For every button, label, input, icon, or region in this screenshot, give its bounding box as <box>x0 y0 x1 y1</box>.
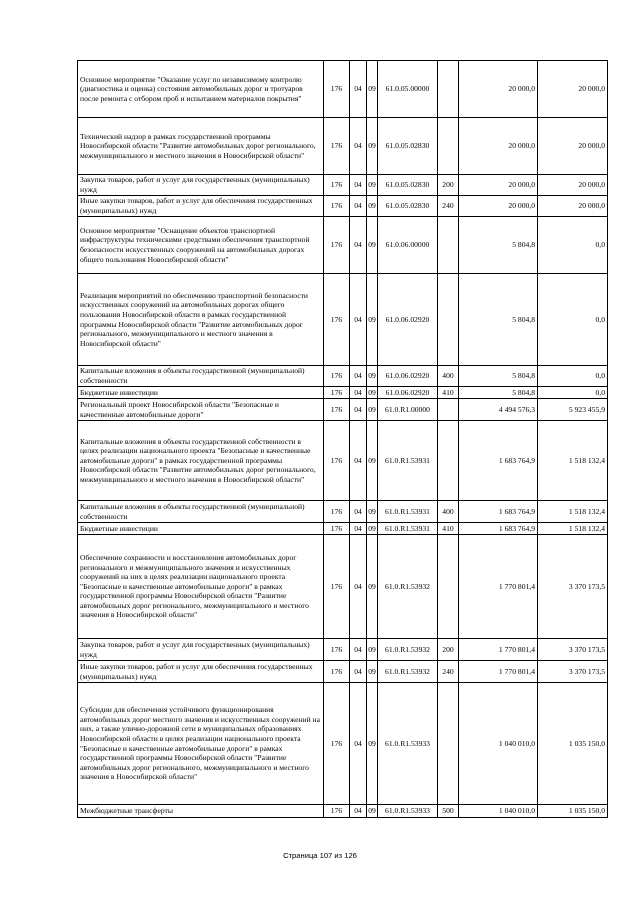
row-subsection-code: 09 <box>367 61 378 118</box>
row-amount-year2: 0,0 <box>538 387 608 399</box>
row-grbs-code: 176 <box>324 399 350 421</box>
row-amount-year1: 5 804,8 <box>459 387 538 399</box>
row-expense-type-code <box>438 683 459 805</box>
row-name: Реализация мероприятий по обеспечению транспортной безопасности искусственных сооружений на автомобильных дорогах общего пользования Новосибирской области в рамках государственной программы Новосибирской области "Развитие автомобильных дорог регионального, межмуниципального и местного значения в Новосибирской области" <box>78 274 324 366</box>
row-grbs-code: 176 <box>324 61 350 118</box>
row-expense-type-code <box>438 399 459 421</box>
row-grbs-code: 176 <box>324 501 350 523</box>
row-amount-year1: 1 683 764,9 <box>459 523 538 535</box>
row-amount-year2: 1 518 132,4 <box>538 421 608 501</box>
row-amount-year1: 1 770 801,4 <box>459 639 538 661</box>
row-section-code: 04 <box>350 661 367 683</box>
row-section-code: 04 <box>350 366 367 387</box>
row-expense-type-code: 400 <box>438 366 459 387</box>
row-section-code: 04 <box>350 217 367 274</box>
table-row <box>78 535 608 639</box>
row-subsection-code: 09 <box>367 196 378 217</box>
row-subsection-code: 09 <box>367 421 378 501</box>
row-subsection-code: 09 <box>367 175 378 196</box>
row-subsection-code: 09 <box>367 639 378 661</box>
row-name: Обеспечение сохранности и восстановления автомобильных дорог регионального и межмуниципального значения и искусственных сооружений на них в целях реализации национального проекта "Безопасные и качественные автомобильные дороги" в рамках государственной программы Новосибирской области "Развитие автомобильных дорог регионального, межмуниципального и местного значения в Новосибирской области" <box>78 535 324 639</box>
row-name: Бюджетные инвестиции <box>78 523 324 535</box>
row-subsection-code: 09 <box>367 366 378 387</box>
row-amount-year2: 1 035 150,0 <box>538 805 608 818</box>
row-section-code: 04 <box>350 501 367 523</box>
row-amount-year1: 1 770 801,4 <box>459 661 538 683</box>
row-target-article-code: 61.0.R1.53931 <box>378 501 438 523</box>
table-row <box>78 366 608 387</box>
row-amount-year1: 5 804,8 <box>459 217 538 274</box>
table-row <box>78 805 608 818</box>
row-grbs-code: 176 <box>324 639 350 661</box>
row-grbs-code: 176 <box>324 196 350 217</box>
row-name: Основное мероприятие "Оказание услуг по независимому контролю (диагностика и оценка) состояния автомобильных дорог и тротуаров после ремонта с отбором проб и испытанием материалов покрытия" <box>78 61 324 118</box>
row-target-article-code: 61.0.05.02830 <box>378 118 438 175</box>
row-amount-year1: 1 770 801,4 <box>459 535 538 639</box>
row-expense-type-code <box>438 118 459 175</box>
row-amount-year1: 1 040 010,0 <box>459 805 538 818</box>
row-amount-year2: 3 370 173,5 <box>538 535 608 639</box>
row-amount-year1: 5 804,8 <box>459 274 538 366</box>
row-grbs-code: 176 <box>324 805 350 818</box>
row-amount-year2: 1 518 132,4 <box>538 501 608 523</box>
table-row <box>78 118 608 175</box>
row-target-article-code: 61.0.R1.53933 <box>378 683 438 805</box>
row-name: Капитальные вложения в объекты государственной (муниципальной) собственности <box>78 501 324 523</box>
row-subsection-code: 09 <box>368 387 376 397</box>
row-section-code: 04 <box>350 61 367 118</box>
row-grbs-code: 176 <box>324 523 350 535</box>
table-row <box>78 421 608 501</box>
row-target-article-code: 61.0.R1.53932 <box>378 639 438 661</box>
row-target-article-code: 61.0.06.00000 <box>378 217 438 274</box>
table-row <box>78 217 608 274</box>
row-section-code: 04 <box>350 175 367 196</box>
row-name: Субсидии для обеспечения устойчивого функционирования автомобильных дорог местного значения и искусственных сооружений на них, а также улично-дорожной сети в муниципальных образованиях Новосибирской области в целях реализации национального проекта "Безопасные и качественные автомобильные дороги" в рамках государственной программы Новосибирской области "Развитие автомобильных дорог регионального, межмуниципального и местного значения в Новосибирской области" <box>78 683 324 805</box>
row-expense-type-code: 400 <box>438 501 459 523</box>
row-subsection-code: 09 <box>367 535 378 639</box>
row-amount-year2: 20 000,0 <box>538 61 608 118</box>
row-amount-year2: 0,0 <box>538 274 608 366</box>
row-section-code: 04 <box>350 639 367 661</box>
row-subsection-code: 09 <box>367 118 378 175</box>
row-amount-year1: 1 683 764,9 <box>459 421 538 501</box>
row-name: Капитальные вложения в объекты государственной собственности в целях реализации национального проекта "Безопасные и качественные автомобильные дороги" в рамках государственной программы Новосибирской области "Развитие автомобильных дорог регионального, межмуниципального и местного значения в Новосибирской области" <box>78 421 324 501</box>
table-row <box>78 399 608 421</box>
row-expense-type-code <box>438 421 459 501</box>
row-amount-year1: 20 000,0 <box>459 175 538 196</box>
row-amount-year1: 1 683 764,9 <box>459 501 538 523</box>
row-target-article-code: 61.0.06.02920 <box>378 274 438 366</box>
row-amount-year2: 5 923 455,9 <box>538 399 608 421</box>
row-expense-type-code: 200 <box>438 175 459 196</box>
row-amount-year1: 20 000,0 <box>459 118 538 175</box>
row-grbs-code: 176 <box>324 366 350 387</box>
table-row <box>78 683 608 805</box>
row-section-code: 04 <box>350 399 367 421</box>
row-expense-type-code: 500 <box>438 805 459 818</box>
row-expense-type-code: 240 <box>438 196 459 217</box>
row-expense-type-code: 200 <box>438 639 459 661</box>
row-grbs-code: 176 <box>324 387 350 399</box>
row-amount-year2: 1 518 132,4 <box>538 523 608 535</box>
row-subsection-code: 09 <box>367 661 378 683</box>
row-target-article-code: 61.0.R1.53932 <box>378 535 438 639</box>
row-target-article-code: 61.0.R1.53932 <box>378 661 438 683</box>
row-amount-year1: 4 494 576,3 <box>459 399 538 421</box>
row-target-article-code: 61.0.05.02830 <box>378 196 438 217</box>
row-grbs-code: 176 <box>324 217 350 274</box>
row-amount-year1: 1 040 010,0 <box>459 683 538 805</box>
row-expense-type-code <box>438 274 459 366</box>
row-subsection-code: 09 <box>367 274 378 366</box>
row-section-code: 04 <box>350 196 367 217</box>
row-grbs-code: 176 <box>324 175 350 196</box>
row-grbs-code: 176 <box>324 118 350 175</box>
table-row <box>78 387 608 399</box>
row-section-code: 04 <box>350 805 367 818</box>
table-row <box>78 501 608 523</box>
row-amount-year2: 3 370 173,5 <box>538 639 608 661</box>
row-grbs-code: 176 <box>324 535 350 639</box>
row-amount-year1: 20 000,0 <box>459 61 538 118</box>
row-section-code: 04 <box>350 274 367 366</box>
row-amount-year2: 0,0 <box>538 366 608 387</box>
row-name: Капитальные вложения в объекты государственной (муниципальной) собственности <box>78 366 324 387</box>
row-target-article-code: 61.0.06.02920 <box>378 387 438 399</box>
row-expense-type-code <box>438 217 459 274</box>
row-section-code: 04 <box>350 523 367 535</box>
row-expense-type-code: 410 <box>438 387 459 399</box>
row-grbs-code: 176 <box>324 421 350 501</box>
row-section-code: 04 <box>350 421 367 501</box>
row-expense-type-code: 240 <box>438 661 459 683</box>
row-amount-year2: 0,0 <box>538 217 608 274</box>
row-section-code: 04 <box>350 118 367 175</box>
row-target-article-code: 61.0.06.02920 <box>378 366 438 387</box>
row-amount-year1: 5 804,8 <box>459 366 538 387</box>
row-amount-year2: 1 035 150,0 <box>538 683 608 805</box>
budget-table-body <box>78 61 608 818</box>
row-subsection-code: 09 <box>367 399 378 421</box>
row-expense-type-code: 410 <box>438 523 459 535</box>
row-amount-year2: 20 000,0 <box>538 118 608 175</box>
page-footer: Страница 107 из 126 <box>283 851 357 860</box>
row-target-article-code: 61.0.R1.53931 <box>378 523 438 535</box>
row-grbs-code: 176 <box>324 274 350 366</box>
row-subsection-code: 09 <box>367 217 378 274</box>
table-row <box>78 661 608 683</box>
row-target-article-code: 61.0.R1.53931 <box>378 421 438 501</box>
row-name: Региональный проект Новосибирской области "Безопасные и качественные автомобильные дороги" <box>78 399 324 421</box>
row-subsection-code: 09 <box>368 523 376 533</box>
row-target-article-code: 61.0.05.00000 <box>378 61 438 118</box>
row-name: Основное мероприятие "Оснащение объектов транспортной инфраструктуры техническими средствами обеспечения транспортной безопасности искусственных сооружений на автомобильных дорогах общего пользования Новосибирской области" <box>78 217 324 274</box>
row-section-code: 04 <box>350 683 367 805</box>
row-name: Межбюджетные трансферты <box>78 805 324 818</box>
row-target-article-code: 61.0.05.02830 <box>378 175 438 196</box>
row-grbs-code: 176 <box>324 661 350 683</box>
row-expense-type-code <box>438 535 459 639</box>
table-row <box>78 61 608 118</box>
row-section-code: 04 <box>350 387 367 399</box>
row-grbs-code: 176 <box>324 683 350 805</box>
budget-table <box>77 60 608 818</box>
row-name: Технический надзор в рамках государственной программы Новосибирской области "Развитие автомобильных дорог регионального, межмуниципального и местного значения в Новосибирской области" <box>78 118 324 175</box>
row-amount-year1: 20 000,0 <box>459 196 538 217</box>
table-row <box>78 639 608 661</box>
row-name: Закупка товаров, работ и услуг для государственных (муниципальных) нужд <box>78 175 324 196</box>
row-name: Иные закупки товаров, работ и услуг для обеспечения государственных (муниципальных) нужд <box>78 661 324 683</box>
row-subsection-code: 09 <box>367 501 378 523</box>
row-subsection-code: 09 <box>367 805 378 818</box>
row-name: Закупка товаров, работ и услуг для государственных (муниципальных) нужд <box>78 639 324 661</box>
row-amount-year2: 3 370 173,5 <box>538 661 608 683</box>
row-target-article-code: 61.0.R1.00000 <box>378 399 438 421</box>
row-name: Бюджетные инвестиции <box>78 387 324 399</box>
row-amount-year2: 20 000,0 <box>538 175 608 196</box>
row-name: Иные закупки товаров, работ и услуг для обеспечения государственных (муниципальных) нужд <box>78 196 324 217</box>
table-row <box>78 274 608 366</box>
row-amount-year2: 20 000,0 <box>538 196 608 217</box>
table-row <box>78 196 608 217</box>
row-target-article-code: 61.0.R1.53933 <box>378 805 438 818</box>
row-section-code: 04 <box>350 535 367 639</box>
row-subsection-code: 09 <box>367 683 378 805</box>
table-row <box>78 175 608 196</box>
table-row <box>78 523 608 535</box>
row-expense-type-code <box>438 61 459 118</box>
